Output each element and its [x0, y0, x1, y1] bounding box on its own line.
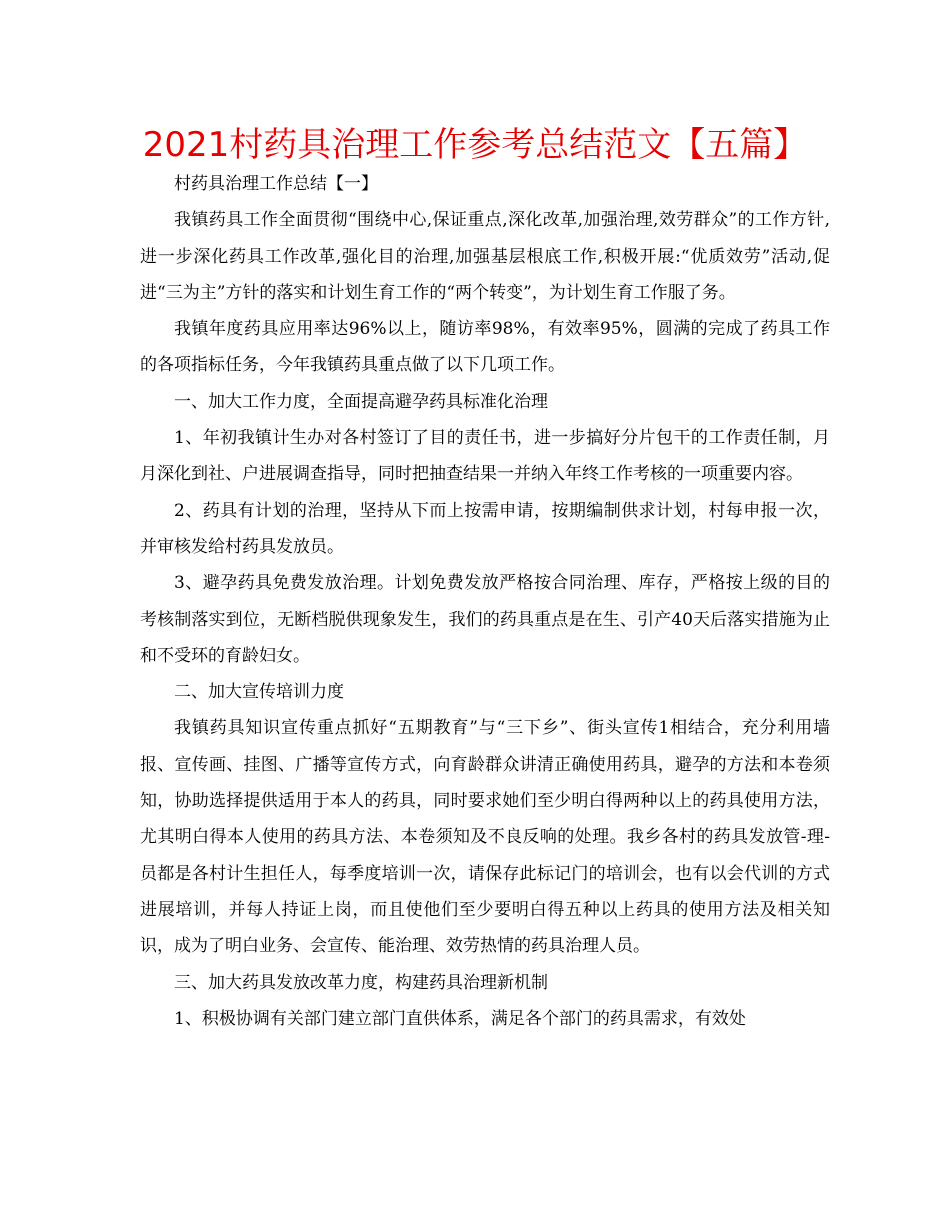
paragraph: 我镇药具知识宣传重点抓好“五期教育”与“三下乡”、街头宣传1相结合，充分利用墙报、宣传画、挂图、广播等宣传方式，向育龄群众讲清正确使用药具，避孕的方法和本卷须知，协助选择提供适用于本人的药具，同时要求她们至少明白得两种以上的药具使用方法，尤其明白得本人使用的药具方法、本卷须知及不良反响的处理。我乡各村的药具发放管-理-员都是各村计生担任人，每季度培训一次，请保存此标记门的培训会，也有以会代训的方式进展培训，并每人持证上岗，而且使他们至少要明白得五种以上药具的使用方法及相关知识，成为了明白业务、会宣传、能治理、效劳热情的药具治理人员。	[140, 718, 830, 957]
paragraph: 1、积极协调有关部门建立部门直供体系，满足各个部门的药具需求，有效处	[174, 1008, 746, 1029]
paragraph: 2、药具有计划的治理，坚持从下而上按需申请，按期编制供求计划，村每申报一次，并审核发给村药具发放员。	[140, 500, 830, 557]
paragraph: 1、年初我镇计生办对各村签订了目的责任书，进一步搞好分片包干的工作责任制，月月深化到社、户进展调查指导，同时把抽查结果一并纳入年终工作考核的一项重要内容。	[140, 428, 830, 485]
section-heading: 一、加大工作力度，全面提高避孕药具标准化治理	[174, 391, 548, 412]
document-body	[140, 166, 830, 1037]
paragraph: 我镇年度药具应用率达96%以上，随访率98%，有效率95%，圆满的完成了药具工作的各项指标任务，今年我镇药具重点做了以下几项工作。	[140, 319, 830, 376]
section-heading: 二、加大宣传培训力度	[174, 682, 344, 703]
section-heading: 村药具治理工作总结【一】	[174, 174, 378, 194]
paragraph: 我镇药具工作全面贯彻“围绕中心,保证重点,深化改革,加强治理,效劳群众”的工作方针,进一步深化药具工作改革,强化目的治理,加强基层根底工作,积极开展:“优质效劳”活动,促进“三为主”方针的落实和计划生育工作的“两个转变”，为计划生育工作服了务。	[140, 210, 830, 303]
document-title: 2021村药具治理工作参考总结范文【五篇】	[142, 125, 808, 165]
paragraph: 3、避孕药具免费发放治理。计划免费发放严格按合同治理、库存，严格按上级的目的考核制落实到位，无断档脱供现象发生，我们的药具重点是在生、引产40天后落实措施为止和不受环的育龄妇女。	[140, 573, 830, 666]
section-heading: 三、加大药具发放改革力度，构建药具治理新机制	[174, 972, 548, 993]
